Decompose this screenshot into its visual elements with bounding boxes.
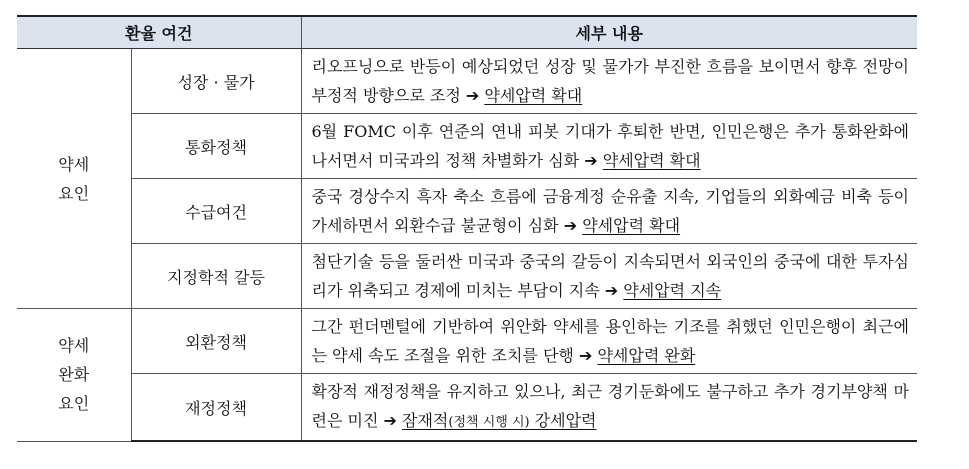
header-details: 세부 내용 bbox=[301, 16, 917, 49]
factor-label: 외환정책 bbox=[131, 309, 301, 374]
detail-result-note: (정책 시행 시) bbox=[448, 415, 530, 430]
right-arrow-icon: ➔ bbox=[383, 411, 397, 430]
factor-label: 지정학적 갈등 bbox=[131, 244, 301, 309]
right-arrow-icon: ➔ bbox=[578, 346, 593, 365]
right-arrow-icon: ➔ bbox=[465, 86, 480, 105]
detail-cell bbox=[301, 244, 917, 309]
group-label-line: 약세 bbox=[58, 154, 90, 174]
detail-result: 약세압력 완화 bbox=[597, 346, 696, 365]
table-row bbox=[17, 374, 917, 442]
detail-result bbox=[402, 411, 597, 430]
table-row bbox=[17, 49, 917, 114]
table-row bbox=[17, 114, 917, 179]
detail-cell bbox=[301, 309, 917, 374]
detail-text: 리오프닝으로 반등이 예상되었던 성장 및 물가가 부진한 흐름을 보이면서 향후 전망이 부정적 방향으로 조정 bbox=[311, 57, 909, 105]
detail-result-main: 잠재적 bbox=[402, 411, 449, 430]
group-label-line: 요인 bbox=[58, 394, 90, 414]
detail-text: 6월 FOMC 이후 연준의 연내 피봇 기대가 후퇴한 반면, 인민은행은 추가 통화완화에 나서면서 미국과의 정책 차별화가 심화 bbox=[311, 122, 909, 170]
table-row bbox=[17, 179, 917, 244]
fx-conditions-table bbox=[17, 15, 917, 442]
detail-result: 약세압력 확대 bbox=[484, 86, 583, 105]
detail-result-tail: 강세압력 bbox=[529, 411, 597, 430]
table-row bbox=[17, 309, 917, 374]
factor-label: 수급여건 bbox=[131, 179, 301, 244]
right-arrow-icon: ➔ bbox=[604, 281, 619, 300]
table-row bbox=[17, 244, 917, 309]
group-label-line: 요인 bbox=[58, 183, 90, 203]
detail-result: 약세압력 확대 bbox=[602, 151, 701, 170]
detail-text: 확장적 재정정책을 유지하고 있으나, 최근 경기둔화에도 불구하고 추가 경기부양책 마련은 미진 bbox=[311, 382, 909, 430]
right-arrow-icon: ➔ bbox=[584, 151, 598, 170]
right-arrow-icon: ➔ bbox=[563, 216, 578, 235]
group-label-line: 약세 bbox=[58, 336, 90, 356]
group-label-weakening bbox=[17, 49, 131, 309]
group-label-easing bbox=[17, 309, 131, 442]
detail-text: 중국 경상수지 흑자 축소 흐름에 금융계정 순유출 지속, 기업들의 외화예금 비축 등이 가세하면서 외환수급 불균형이 심화 bbox=[311, 187, 909, 235]
factor-label: 통화정책 bbox=[131, 114, 301, 179]
detail-cell bbox=[301, 374, 917, 442]
detail-result: 약세압력 확대 bbox=[582, 216, 681, 235]
header-fx-conditions: 환율 여건 bbox=[17, 16, 301, 49]
detail-cell bbox=[301, 179, 917, 244]
detail-text: 그간 펀더멘털에 기반하여 위안화 약세를 용인하는 기조를 취했던 인민은행이 최근에는 약세 속도 조절을 위한 조치를 단행 bbox=[311, 317, 909, 365]
detail-cell bbox=[301, 114, 917, 179]
factor-label: 성장 · 물가 bbox=[131, 49, 301, 114]
detail-text: 첨단기술 등을 둘러싼 미국과 중국의 갈등이 지속되면서 외국인의 중국에 대한 투자심리가 위축되고 경제에 미치는 부담이 지속 bbox=[311, 252, 909, 300]
table-header-row bbox=[17, 16, 917, 49]
detail-result: 약세압력 지속 bbox=[623, 281, 722, 300]
detail-cell bbox=[301, 49, 917, 114]
factor-label: 재정정책 bbox=[131, 374, 301, 442]
group-label-line: 완화 bbox=[58, 365, 90, 385]
